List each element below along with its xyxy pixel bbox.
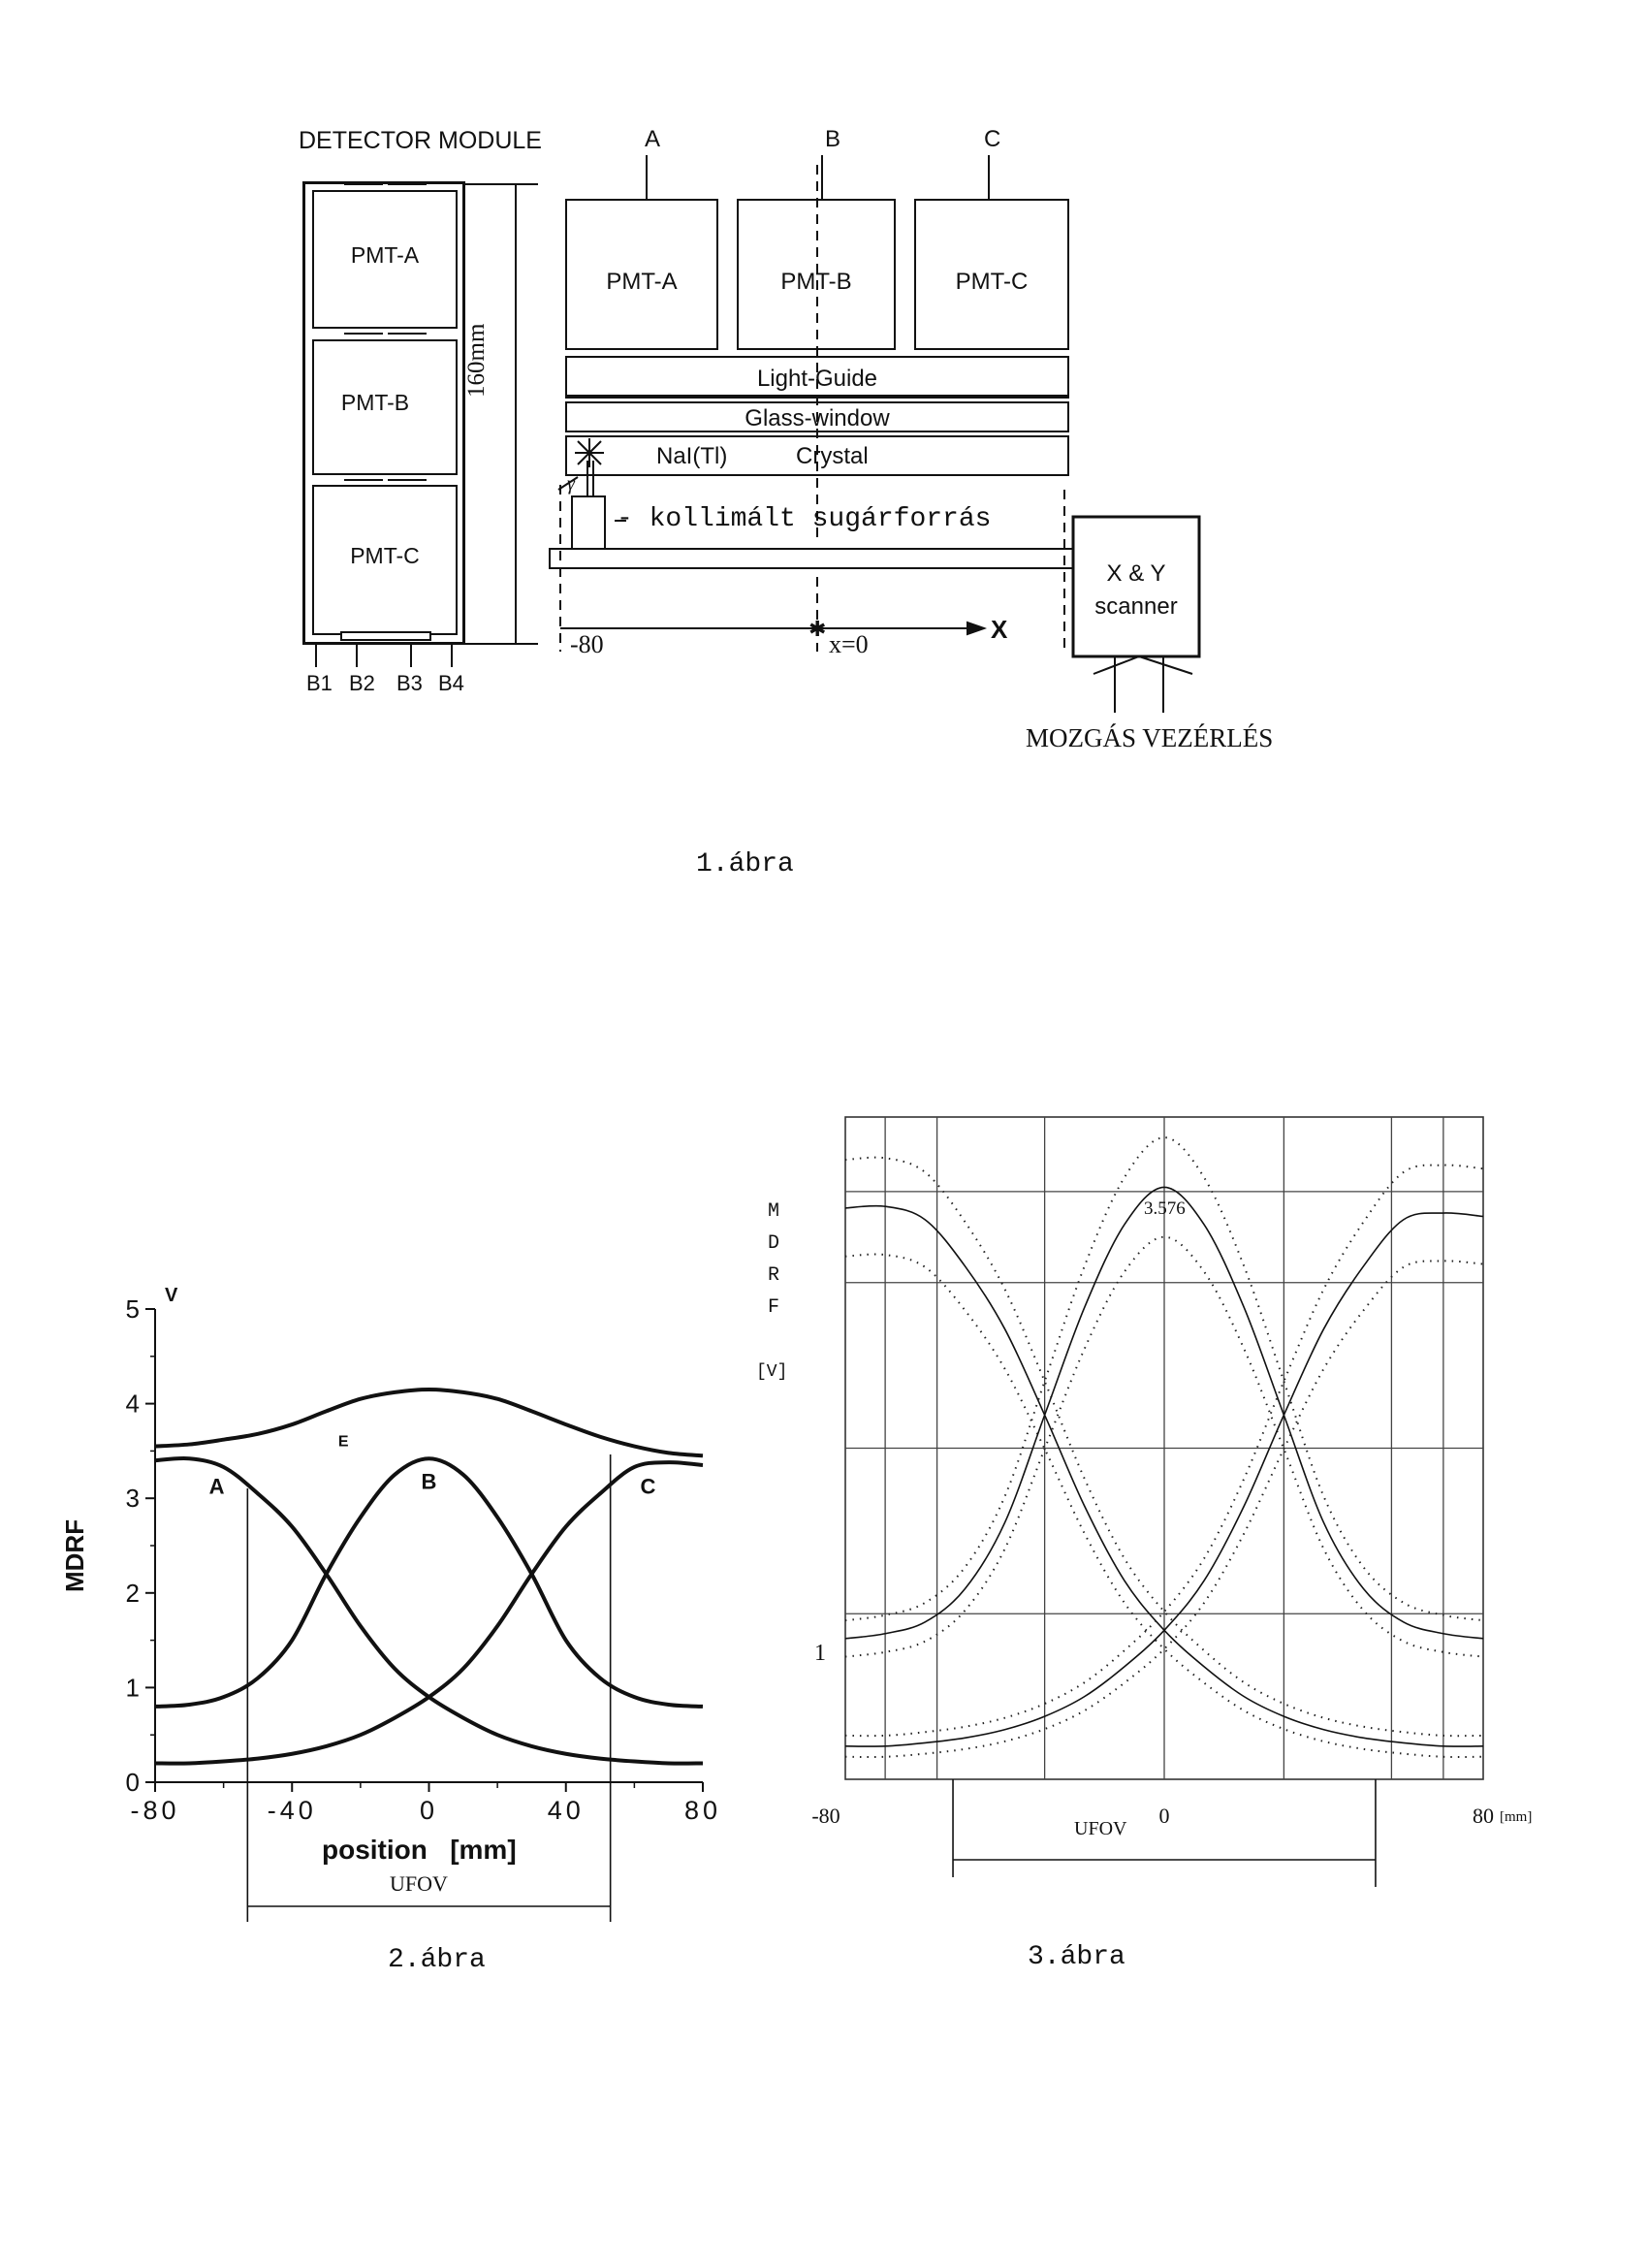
fig2-x-axis-title: position [mm] <box>322 1835 517 1865</box>
fig3-x-tick-label: 80 <box>1473 1804 1494 1828</box>
base-label-b4: B4 <box>438 671 464 695</box>
fig3-x-tick-label: -80 <box>811 1804 840 1828</box>
scanner-label-line2: scanner <box>1094 593 1178 620</box>
fig3-y-tick-1: 1 <box>814 1641 826 1666</box>
fig2-y-axis-title: MDRF <box>60 1518 89 1592</box>
fig2-y-tick-label: 4 <box>125 1389 140 1419</box>
x-axis-name: X <box>991 615 1008 644</box>
fig2-series-label-a: A <box>208 1474 225 1499</box>
detector-module-title: DETECTOR MODULE <box>299 127 542 154</box>
module-pmt-a-label: PMT-A <box>350 242 420 268</box>
fig3-y-letter-m: M <box>768 1200 780 1223</box>
pmt-b-label: PMT-B <box>780 269 852 295</box>
fig2-x-tick-label: -80 <box>130 1796 180 1825</box>
fig3-y-letter-f: F <box>768 1296 780 1319</box>
fig2-y-tick-label: 1 <box>125 1673 140 1703</box>
base-label-b3: B3 <box>396 671 423 695</box>
fig3-y-unit: [V] <box>756 1362 788 1382</box>
fig3-peak-label: 3.576 <box>1144 1198 1186 1219</box>
figure-3-caption: 3.ábra <box>1028 1942 1125 1972</box>
scanner-label-line1: X & Y <box>1106 560 1166 587</box>
fig3-ufov-label: UFOV <box>1074 1818 1127 1839</box>
x-axis-zero-label: x=0 <box>829 630 869 658</box>
fig3-y-letter-d: D <box>768 1232 780 1255</box>
x-axis-left-label: -80 <box>570 630 604 658</box>
fig3-y-letter-r: R <box>768 1264 780 1287</box>
pmt-c-label: PMT-C <box>955 269 1029 295</box>
svg-text:γ: γ <box>567 473 575 495</box>
fig2-series-label-b: B <box>421 1469 437 1494</box>
fig3-x-tick-label: 0 <box>1158 1804 1170 1828</box>
fig2-y-tick-label: 3 <box>125 1484 140 1514</box>
fig2-y-tick-label: 5 <box>125 1294 140 1324</box>
fig2-series-label-c: C <box>640 1474 656 1499</box>
pmt-a-label: PMT-A <box>606 269 678 295</box>
module-pmt-b-label: PMT-B <box>340 390 410 415</box>
fig2-series-label-e: E <box>337 1433 349 1451</box>
fig2-x-tick-label: 0 <box>419 1796 439 1825</box>
fig2-x-tick-label: -40 <box>267 1796 317 1825</box>
crystal-label-left: NaI(Tl) <box>656 443 728 469</box>
dimension-label: 160mm <box>463 323 490 398</box>
glass-window-label: Glass-window <box>745 405 890 431</box>
origin-marker-icon: ✱ <box>808 617 827 641</box>
fig3-x-unit: [mm] <box>1500 1809 1533 1825</box>
base-label-b2: B2 <box>349 671 375 695</box>
figure-1-caption: 1.ábra <box>696 849 794 879</box>
light-guide-label: Light-Guide <box>756 366 878 392</box>
channel-letter-b: B <box>825 126 841 152</box>
crystal-label-right: Crystal <box>796 443 869 469</box>
fig2-x-tick-label: 40 <box>547 1796 585 1825</box>
fig2-y-tick-label: 2 <box>125 1578 140 1608</box>
fig2-x-tick-label: 80 <box>683 1796 722 1825</box>
fig2-y-unit: V <box>165 1285 178 1306</box>
motion-control-label: MOZGÁS VEZÉRLÉS <box>1026 723 1274 752</box>
figure-2-caption: 2.ábra <box>388 1945 486 1975</box>
fig2-ufov-label: UFOV <box>390 1871 448 1896</box>
module-pmt-c-label: PMT-C <box>350 543 420 568</box>
channel-letter-c: C <box>984 126 1001 152</box>
fig2-y-tick-label: 0 <box>125 1768 140 1797</box>
source-label: - kollimált sugárforrás <box>617 504 992 534</box>
channel-letter-a: A <box>645 126 661 152</box>
base-label-b1: B1 <box>306 671 333 695</box>
